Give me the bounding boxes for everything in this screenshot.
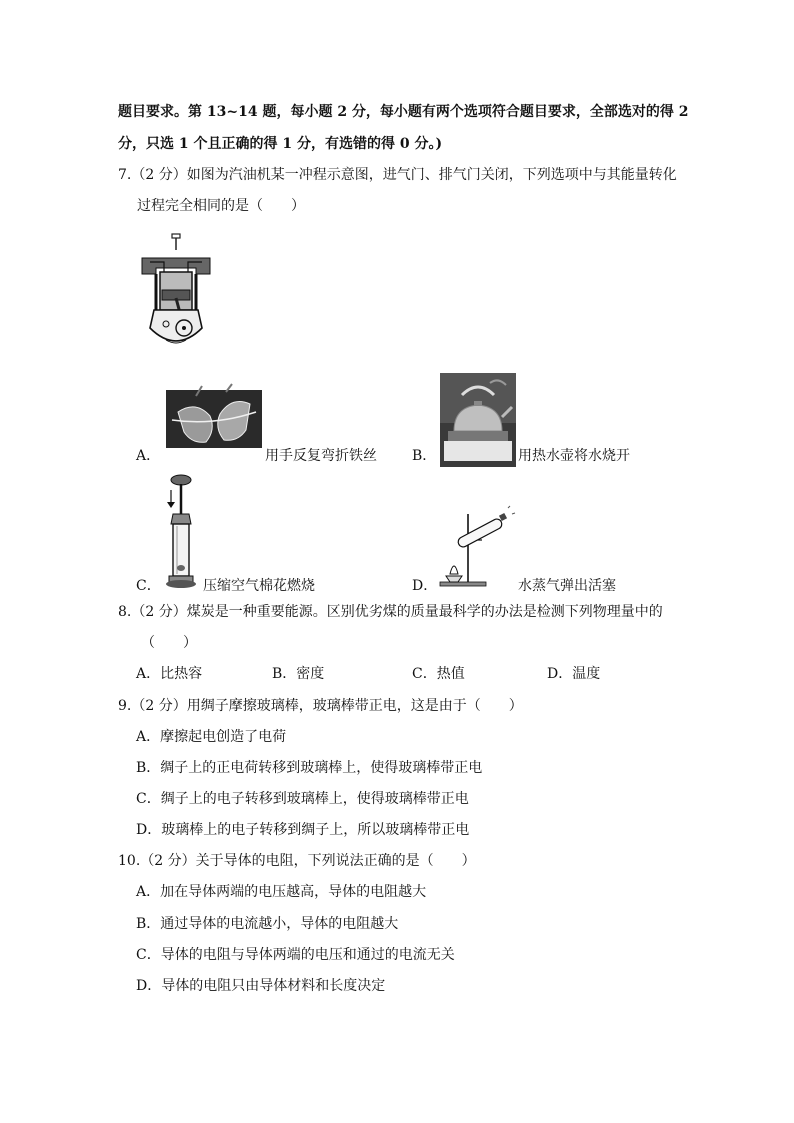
q7-option-a-caption: 用手反复弯折铁丝 <box>265 448 377 464</box>
q7-option-a-letter: A． <box>136 448 161 464</box>
bending-wire-photo <box>166 382 262 462</box>
intro-line-2: 分，只选 1 个且正确的得 1 分，有选错的得 0 分。) <box>118 136 443 152</box>
engine-stroke-diagram <box>136 232 216 352</box>
q10-option-b: B．通过导体的电流越小，导体的电阻越大 <box>136 916 399 932</box>
q7-option-d-letter: D． <box>412 578 438 594</box>
q8-option-a: A．比热容 <box>136 666 203 682</box>
q9-option-b: B．绸子上的正电荷转移到玻璃棒上，使得玻璃棒带正电 <box>136 760 483 776</box>
kettle-photo <box>440 373 516 467</box>
q10-option-a: A．加在导体两端的电压越高，导体的电阻越大 <box>136 884 427 900</box>
air-compression-cylinder-diagram <box>163 472 203 590</box>
q7-option-d-caption: 水蒸气弹出活塞 <box>518 578 616 594</box>
q8-option-c: C．热值 <box>412 666 465 682</box>
q7-option-c-caption: 压缩空气棉花燃烧 <box>203 578 315 594</box>
q9-option-c: C．绸子上的电子转移到玻璃棒上，使得玻璃棒带正电 <box>136 791 469 807</box>
q8-stem-line-1: 8.（2 分）煤炭是一种重要能源。区别优劣煤的质量最科学的办法是检测下列物理量中的 <box>118 604 663 620</box>
q10-option-c: C．导体的电阻与导体两端的电压和通过的电流无关 <box>136 947 455 963</box>
q9-option-a: A．摩擦起电创造了电荷 <box>136 729 287 745</box>
q8-option-b: B．密度 <box>272 666 325 682</box>
test-tube-steam-diagram <box>436 504 516 590</box>
q10-stem: 10.（2 分）关于导体的电阻，下列说法正确的是（ ） <box>118 853 476 869</box>
q9-option-d: D．玻璃棒上的电子转移到绸子上，所以玻璃棒带正电 <box>136 822 470 838</box>
q8-option-d: D．温度 <box>547 666 601 682</box>
q8-stem-line-2: （ ） <box>141 635 197 651</box>
q7-option-b-caption: 用热水壶将水烧开 <box>518 448 630 464</box>
intro-line-1: 题目要求。第 13~14 题，每小题 2 分，每小题有两个选项符合题目要求，全部选对的得 2 <box>118 104 689 120</box>
q7-option-c-letter: C． <box>136 578 161 594</box>
q10-option-d: D．导体的电阻只由导体材料和长度决定 <box>136 978 386 994</box>
q9-stem: 9.（2 分）用绸子摩擦玻璃棒，玻璃棒带正电，这是由于（ ） <box>118 698 523 714</box>
q7-stem-line-1: 7.（2 分）如图为汽油机某一冲程示意图，进气门、排气门关闭，下列选项中与其能量转化 <box>118 167 677 183</box>
q7-option-b-letter: B． <box>412 448 437 464</box>
q7-stem-line-2: 过程完全相同的是（ ） <box>137 198 305 214</box>
